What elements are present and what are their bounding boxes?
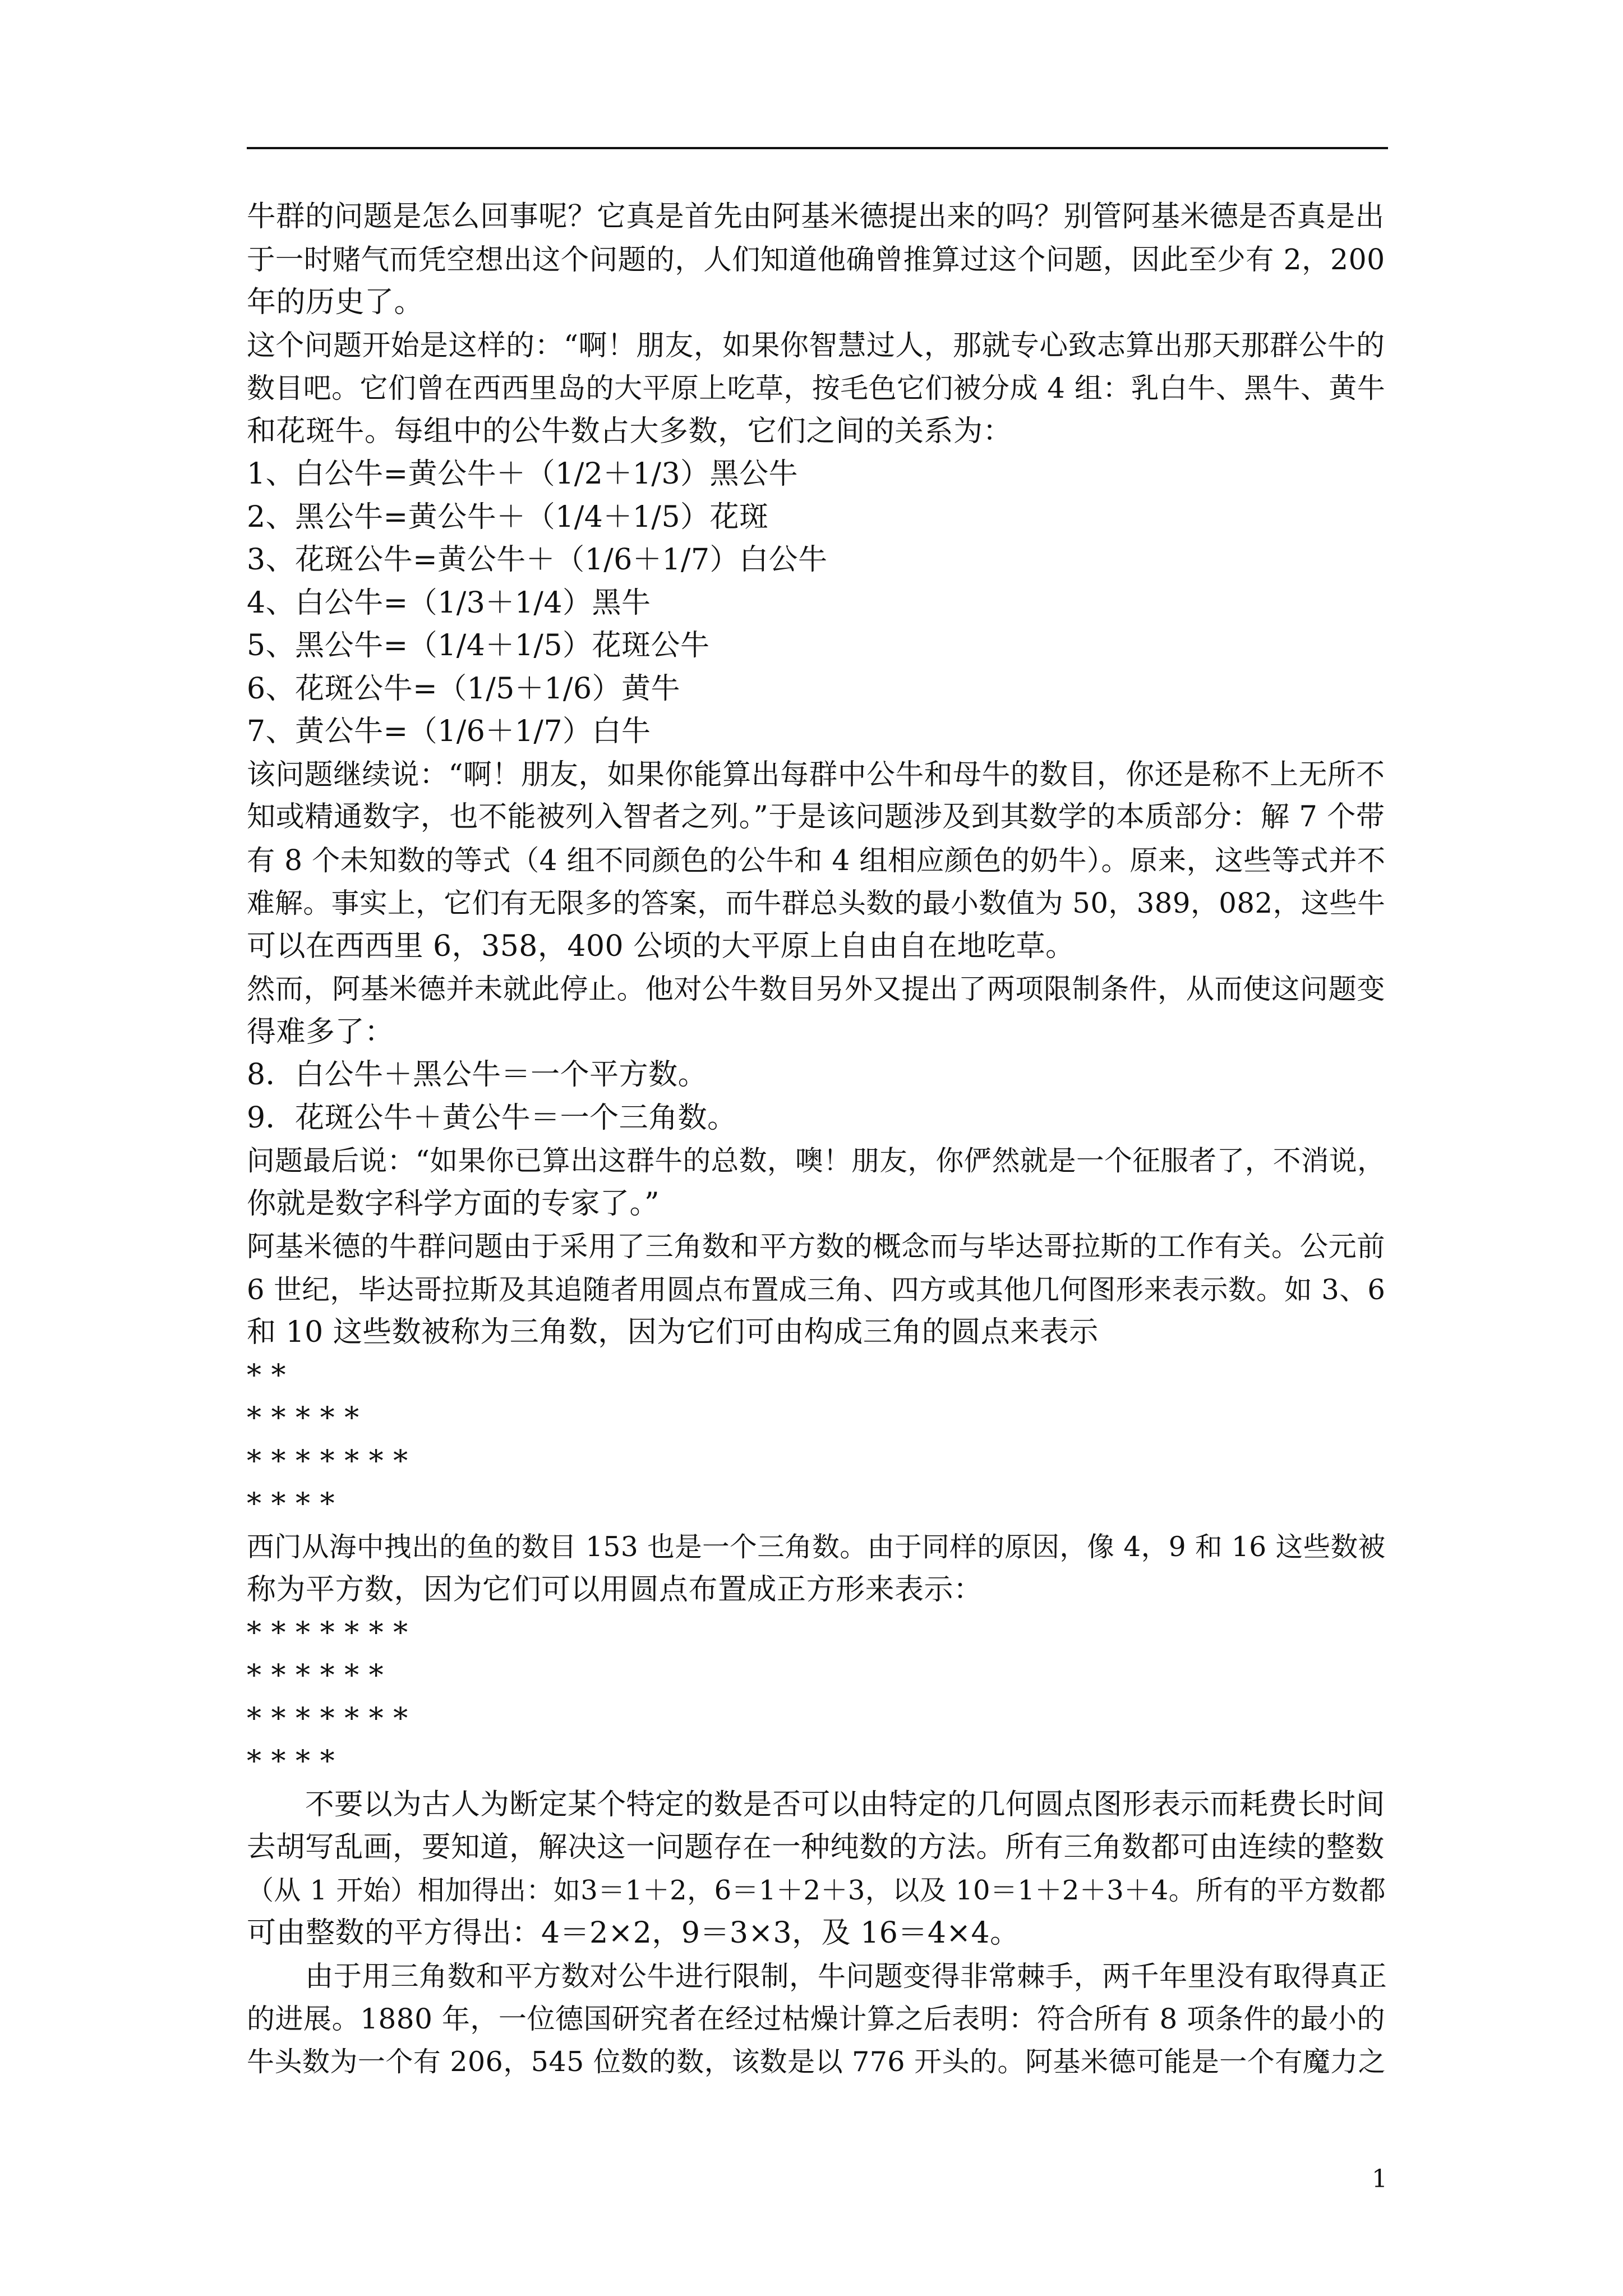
text-line: 不要以为古人为断定某个特定的数是否可以由特定的几何圆点图形表示而耗费长时间 [305, 1787, 1385, 1821]
dot-pattern-line: * * [247, 1358, 287, 1392]
text-line: 难解。事实上，它们有无限多的答案，而牛群总头数的最小数值为 50，389，082，这些牛 [247, 887, 1386, 919]
dot-pattern-line: * * * * * * [247, 1659, 384, 1692]
equation-line: 6、花斑公牛=（1/5＋1/6）黄牛 [247, 671, 681, 706]
text-line: 牛头数为一个有 206，545 位数的数，该数是以 776 开头的。阿基米德可能是一个有魔力之 [247, 2045, 1386, 2078]
equation-line: 7、黄公牛=（1/6＋1/7）白牛 [247, 715, 651, 748]
text-line: 然而，阿基米德并未就此停止。他对公牛数目另外又提出了两项限制条件，从而使这问题变 [247, 972, 1386, 1005]
text-line: （从 1 开始）相加得出：如3＝1＋2，6＝1＋2＋3，以及 10＝1＋2＋3＋4。所有的平方数都 [247, 1874, 1386, 1906]
text-line: 牛群的问题是怎么回事呢？它真是首先由阿基米德提出来的吗？别管阿基米德是否真是出 [247, 200, 1385, 233]
text-line: 的进展。1880 年，一位德国研究者在经过枯燥计算之后表明：符合所有 8 项条件的最小的 [247, 2003, 1385, 2035]
text-line: 数目吧。它们曾在西西里岛的大平原上吃草，按毛色它们被分成 4 组：乳白牛、黑牛、黄牛 [247, 372, 1386, 404]
text-line: 该问题继续说：“啊！朋友，如果你能算出每群中公牛和母牛的数目，你还是称不上无所不 [247, 757, 1385, 791]
text-line: 由于用三角数和平方数对公牛进行限制，牛问题变得非常棘手，两千年里没有取得真正 [305, 1959, 1387, 1993]
body-text [247, 195, 1391, 2083]
equation-line: 1、白公牛=黄公牛＋（1/2＋1/3）黑公牛 [247, 457, 799, 491]
text-line: 有 8 个未知数的等式（4 组不同颜色的公牛和 4 组相应颜色的奶牛）。原来，这些等式并不 [247, 843, 1386, 877]
equation-line: 3、花斑公牛=黄公牛＋（1/6＋1/7）白公牛 [247, 543, 828, 577]
condition-line: 8．白公牛＋黑公牛＝一个平方数。 [247, 1058, 708, 1092]
dot-pattern-line: * * * * * [247, 1401, 359, 1435]
dot-pattern-line: * * * * * * * [247, 1701, 408, 1736]
text-line: 这个问题开始是这样的：“啊！朋友，如果你智慧过人，那就专心致志算出那天那群公牛的 [247, 328, 1385, 362]
text-line: 西门从海中拽出的鱼的数目 153 也是一个三角数。由于同样的原因，像 4，9 和 16 这些数被 [247, 1531, 1386, 1563]
header-rule [247, 147, 1388, 149]
dot-pattern-line: * * * * [247, 1487, 335, 1521]
equation-line: 5、黑公牛=（1/4＋1/5）花斑公牛 [247, 629, 710, 662]
text-line: 去胡写乱画，要知道，解决这一问题存在一种纯数的方法。所有三角数都可由连续的整数 [247, 1830, 1385, 1864]
text-line: 你就是数字科学方面的专家了。” [247, 1186, 660, 1221]
dot-pattern-line: * * * * * * * [247, 1444, 408, 1478]
dot-pattern-line: * * * * [247, 1745, 335, 1778]
text-line: 知或精通数字，也不能被列入智者之列。”于是该问题涉及到其数学的本质部分：解 7 个带 [247, 800, 1385, 834]
text-line: 和 10 这些数被称为三角数，因为它们可由构成三角的圆点来表示 [247, 1315, 1099, 1349]
text-line: 于一时赌气而凭空想出这个问题的，人们知道他确曾推算过这个问题，因此至少有 2，200 [247, 242, 1385, 276]
equation-line: 2、黑公牛=黄公牛＋（1/4＋1/5）花斑 [247, 500, 769, 534]
text-line: 问题最后说：“如果你已算出这群牛的总数，噢！朋友，你俨然就是一个征服者了，不消说， [247, 1144, 1386, 1177]
text-line: 阿基米德的牛群问题由于采用了三角数和平方数的概念而与毕达哥拉斯的工作有关。公元前 [247, 1230, 1386, 1263]
text-line: 得难多了： [247, 1015, 394, 1049]
condition-line: 9．花斑公牛＋黄公牛＝一个三角数。 [247, 1101, 737, 1135]
text-line: 称为平方数，因为它们可以用圆点布置成正方形来表示： [247, 1573, 983, 1607]
text-line: 年的历史了。 [247, 286, 424, 319]
dot-pattern-line: * * * * * * * [247, 1616, 408, 1650]
page-number: 1 [1372, 2165, 1387, 2193]
text-line: 可以在西西里 6，358，400 公顷的大平原上自由自在地吃草。 [247, 929, 1075, 963]
text-line: 和花斑牛。每组中的公牛数占大多数，它们之间的关系为： [247, 414, 1013, 448]
text-line: 6 世纪，毕达哥拉斯及其追随者用圆点布置成三角、四方或其他几何图形来表示数。如 3、6 [247, 1273, 1386, 1306]
text-line: 可由整数的平方得出：4＝2×2，9＝3×3，及 16＝4×4。 [247, 1916, 1020, 1950]
equation-line: 4、白公牛=（1/3＋1/4）黑牛 [247, 586, 651, 620]
